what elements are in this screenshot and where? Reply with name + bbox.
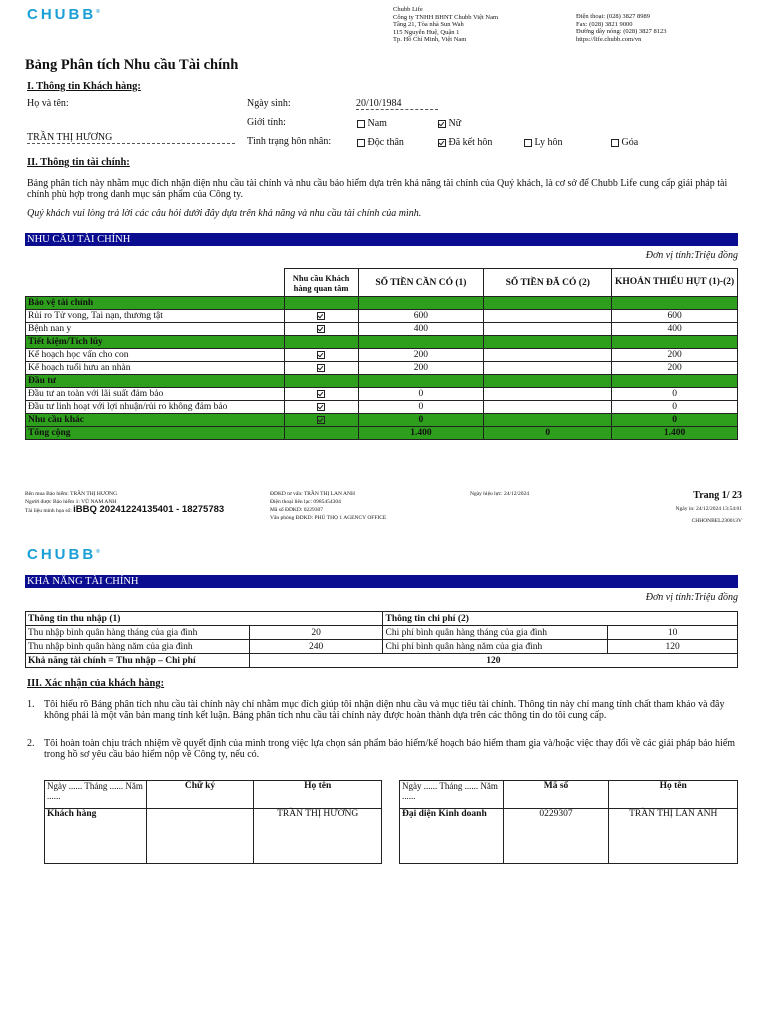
group-filler [612,297,738,310]
sign-head: Chữ ký [146,781,254,809]
gender-female-option[interactable]: Nữ [438,118,461,129]
table-row [26,323,738,336]
gap-amount: 200 [612,362,738,375]
company-address [393,6,563,44]
other-required: 0 [358,414,484,427]
checkbox-icon[interactable] [524,139,532,147]
table-row [26,640,738,654]
required-amount: 0 [358,401,484,414]
item2-number: 2. [27,738,35,749]
interest-cell [284,310,358,323]
expense-value: 10 [608,626,738,640]
footer-doc-label: Tài liệu minh họa số: [25,508,72,514]
group-row [26,336,738,349]
gender-label: Giới tính: [247,117,286,128]
marital-married-option[interactable]: Đã kết hôn [438,137,492,148]
income-label: Thu nhập bình quân hàng năm của gia đình [26,640,250,654]
table-row [26,401,738,414]
other-needs-row [26,414,738,427]
required-amount: 200 [358,362,484,375]
needs-band: NHU CẦU TÀI CHÍNH [25,233,738,246]
interest-cell [284,362,358,375]
footer-agent [270,490,470,522]
table-row [26,388,738,401]
need-label: Rủi ro Tử vong, Tai nạn, thương tật [26,310,285,323]
footer-left [25,490,245,515]
footer-buyer: Bên mua Bảo hiểm: TRẦN THỊ HƯƠNG [25,491,118,497]
checkbox-icon[interactable] [611,139,619,147]
have-amount [484,310,612,323]
capacity-unit: Đơn vị tính:Triệu đồng [645,592,738,603]
customer-name: TRẦN THỊ HƯƠNG [254,809,382,864]
page-title: Bảng Phân tích Nhu cầu Tài chính [25,57,239,73]
company-city: Tp. Hồ Chí Minh, Việt Nam [393,36,467,43]
marital-divorced-option[interactable]: Ly hôn [524,137,563,148]
checkbox-checked-icon[interactable] [317,390,325,398]
marital-single-option[interactable]: Độc thân [357,137,404,148]
total-filler [284,427,358,440]
checkbox-checked-icon[interactable] [317,312,325,320]
table-row [26,349,738,362]
company-contacts [576,13,746,43]
gap-amount: 0 [612,388,738,401]
marital-widowed-option[interactable]: Góa [611,137,638,148]
item2-text: Tôi hoàn toàn chịu trách nhiệm về quyết định của mình trong việc lựa chọn sản phẩm bảo hiểm/kế hoạch bảo hiểm tham gia và/hoặc việc thay đổi về các giải pháp bảo hiểm trong hồ sơ yêu cầu bảo hiểm nộp về Công ty, nếu có. [44,738,736,760]
group-row [26,375,738,388]
checkbox-icon[interactable] [357,120,365,128]
dob-label: Ngày sinh: [247,98,291,109]
income-value: 20 [249,626,383,640]
company-floor: Tầng 21, Tòa nhà Sun Wah [393,21,464,28]
customer-name-field: TRẦN THỊ HƯƠNG [27,132,235,144]
group-filler [358,375,484,388]
capacity-band: KHẢ NĂNG TÀI CHÍNH [25,575,738,588]
income-head: Thông tin thu nhập (1) [26,612,383,626]
required-amount: 400 [358,323,484,336]
need-label: Bệnh nan y [26,323,285,336]
group-filler [358,336,484,349]
code-head: Mã số [503,781,609,809]
expense-head: Thông tin chi phí (2) [383,612,738,626]
group-filler [358,297,484,310]
section1-heading: I. Thông tin Khách hàng: [27,81,141,92]
chubb-logo: CHUBB® [27,546,100,563]
needs-table [25,268,738,440]
company-street: 115 Nguyễn Huệ, Quận 1 [393,28,460,36]
company-legal: Công ty TNHH BHNT Chubb Việt Nam [393,13,499,21]
interest-cell [284,414,358,427]
dob-field: 20/10/1984 [356,98,438,110]
interest-cell [284,388,358,401]
footer-page: Trang 1/ 23 [693,490,742,501]
checkbox-checked-icon[interactable] [317,364,325,372]
footer-printed: Ngày in: 24/12/2024 13:54:01 [675,506,742,512]
interest-cell [284,323,358,336]
checkbox-checked-icon[interactable] [438,120,446,128]
required-amount: 200 [358,349,484,362]
company-hotline: Đường dây nóng: (028) 3827 8123 [576,28,667,35]
footer-effective: Ngày hiệu lực: 24/12/2024 [470,491,530,497]
interest-cell [284,349,358,362]
footer-insured: Người được Bảo hiểm 1: VŨ NAM ANH [25,499,117,505]
col-have: SỐ TIỀN ĐÃ CÓ (2) [484,269,612,297]
table-row [26,626,738,640]
marital-label: Tình trạng hôn nhân: [247,136,332,147]
col-required: SỐ TIỀN CẦN CÓ (1) [358,269,484,297]
expense-label: Chi phí bình quân hàng năm của gia đình [383,640,608,654]
gender-male-option[interactable]: Nam [357,118,387,129]
total-gap: 1.400 [612,427,738,440]
checkbox-icon[interactable] [357,139,365,147]
group-filler [612,336,738,349]
required-amount: 600 [358,310,484,323]
checkbox-checked-icon[interactable] [317,403,325,411]
rep-code: 0229307 [503,809,609,864]
have-amount [484,349,612,362]
income-label: Thu nhập bình quân hàng tháng của gia đình [26,626,250,640]
footer-agent-name: ĐDKD tư vấn: TRẦN THỊ LAN ANH [270,491,355,497]
group-filler [612,375,738,388]
col-interest: Nhu cầu Khách hàng quan tâm [284,269,358,297]
group-filler [284,336,358,349]
other-gap: 0 [612,414,738,427]
date-line: Ngày ...... Tháng ...... Năm ...... [400,781,504,809]
col-gap: KHOẢN THIẾU HỤT (1)-(2) [612,269,738,297]
have-amount [484,401,612,414]
group-title: Đầu tư [26,375,285,388]
group-row [26,297,738,310]
customer-signature-table [44,780,382,864]
have-amount [484,362,612,375]
fullname-head: Họ tên [609,781,738,809]
rep-name: TRẦN THỊ LAN ANH [609,809,738,864]
expense-label: Chi phí bình quân hàng tháng của gia đình [383,626,608,640]
group-filler [284,375,358,388]
total-row [26,427,738,440]
section2-instruction: Quý khách vui lòng trả lời các câu hỏi dưới đây dựa trên khả năng và nhu cầu tài chính của mình. [27,208,422,219]
total-have: 0 [484,427,612,440]
footer-form: CHHONBEL230013V [691,518,742,524]
gap-amount: 200 [612,349,738,362]
chubb-logo: CHUBB® [27,6,100,23]
section2-paragraph: Bảng phân tích này nhằm mục đích nhận diện nhu cầu tài chính và nhu cầu bảo hiểm dựa trên khả năng tài chính của Quý khách, là cơ sở để Chubb Life cung cấp giải pháp tài chính phù hợp trong danh mục sản phẩm của Công ty. [27,178,728,200]
interest-cell [284,401,358,414]
rep-label: Đại diện Kinh doanh [400,809,504,864]
table-row [26,310,738,323]
income-value: 240 [249,640,383,654]
checkbox-checked-icon[interactable] [438,139,446,147]
date-line: Ngày ...... Tháng ...... Năm ...... [45,781,147,809]
group-filler [484,297,612,310]
checkbox-checked-icon[interactable] [317,351,325,359]
other-label: Nhu cầu khác [26,414,285,427]
fullname-head: Họ tên [254,781,382,809]
total-required: 1.400 [358,427,484,440]
capacity-result-label: Khả năng tài chính = Thu nhập – Chi phí [26,654,250,668]
gap-amount: 400 [612,323,738,336]
have-amount [484,388,612,401]
capacity-result: 120 [249,654,737,668]
need-label: Kế hoạch học vấn cho con [26,349,285,362]
table-row [26,362,738,375]
needs-unit: Đơn vị tính:Triệu đồng [645,250,738,261]
have-amount [484,323,612,336]
item1-number: 1. [27,699,35,710]
group-filler [484,375,612,388]
name-label: Họ và tên: [27,98,69,109]
expense-value: 120 [608,640,738,654]
customer-label: Khách hàng [45,809,147,864]
company-fax: Fax: (028) 3821 9000 [576,20,633,28]
gap-amount: 600 [612,310,738,323]
need-label: Kế hoạch tuổi hưu an nhàn [26,362,285,375]
total-label: Tổng cộng [26,427,285,440]
company-phone: Điện thoại: (028) 3827 8989 [576,13,651,20]
footer-agent-code: Mã số ĐDKD: 0229307 [270,507,324,513]
footer-office: Văn phòng ĐDKD: PHÚ THỌ 1 AGENCY OFFICE [270,515,387,521]
capacity-table [25,611,738,668]
checkbox-checked-icon[interactable] [317,416,325,424]
group-filler [484,336,612,349]
section2-heading: II. Thông tin tài chính: [27,157,130,168]
agent-signature-table [399,780,738,864]
item1-text: Tôi hiểu rõ Bảng phân tích nhu cầu tài chính này chỉ nhằm mục đích giúp tôi nhận diện nhu cầu và mục tiêu tài chính. Thông tin này chỉ mang tính chất tham khảo và đây không phải là một văn bản mang tính kết luận. Bảng phân tích nhu cầu tài chính này được hoàn thành dựa trên các thông tin do tôi cung cấp. [44,699,725,721]
need-label: Đầu tư linh hoạt với lợi nhuận/rủi ro không đảm bảo [26,401,285,414]
company-name: Chubb Life [393,6,423,13]
gap-amount: 0 [612,401,738,414]
other-have [484,414,612,427]
group-filler [284,297,358,310]
checkbox-checked-icon[interactable] [317,325,325,333]
need-label: Đầu tư an toàn với lãi suất đảm bảo [26,388,285,401]
group-title: Bảo vệ tài chính [26,297,285,310]
section3-heading: III. Xác nhận của khách hàng: [27,678,165,689]
required-amount: 0 [358,388,484,401]
company-web: https://life.chubb.com/vn [576,35,642,43]
footer-agent-phone: Điện thoại liên lạc: 0985454304 [270,499,341,505]
customer-signature-box[interactable] [146,809,254,864]
group-title: Tiết kiệm/Tích lũy [26,336,285,349]
footer-doc-no: iBBQ 20241224135401 - 18275783 [73,504,225,515]
